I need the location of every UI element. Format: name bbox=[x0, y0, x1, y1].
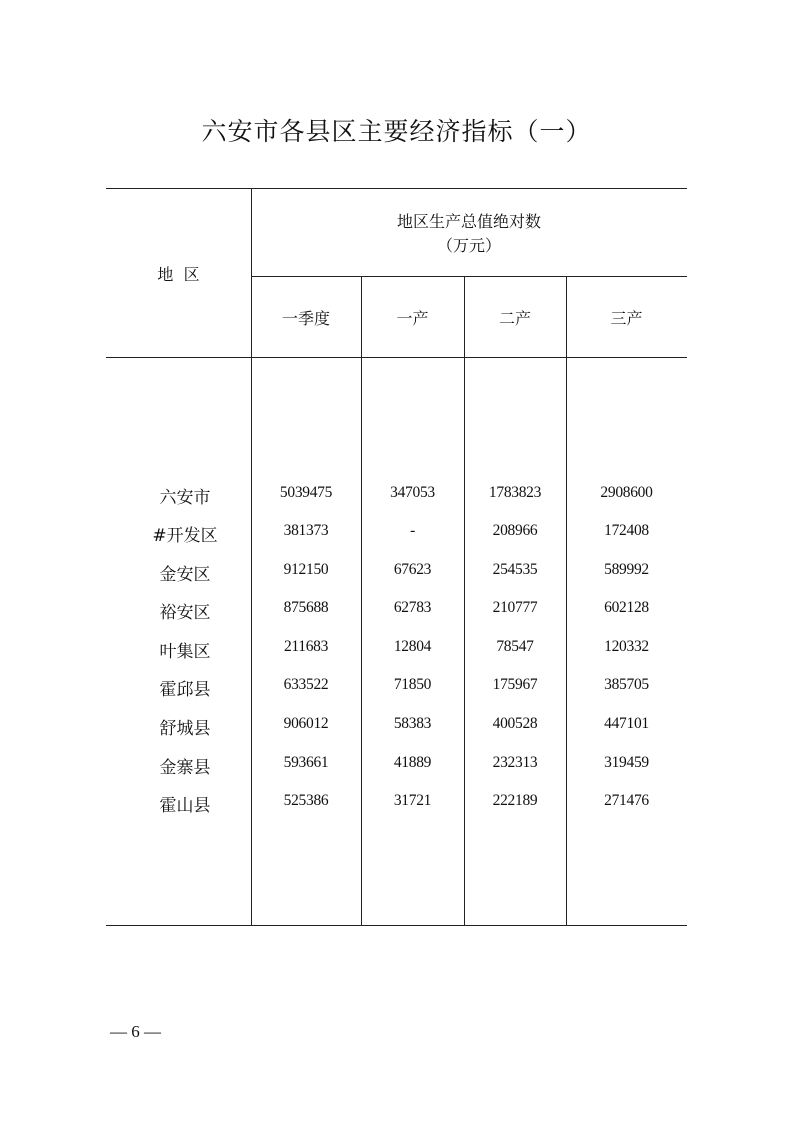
cell-tertiary: 271476 bbox=[604, 792, 649, 809]
column-header-q1: 一季度 bbox=[281, 309, 330, 328]
cell-primary: 31721 bbox=[393, 792, 432, 809]
cell-q1: 593661 bbox=[283, 754, 329, 771]
cell-secondary: 208966 bbox=[492, 522, 538, 539]
cell-primary: 41889 bbox=[393, 754, 432, 771]
cell-q1: 211683 bbox=[283, 638, 329, 655]
region-column-divider bbox=[251, 188, 252, 925]
table-top-rule bbox=[106, 188, 687, 189]
cell-secondary: 222189 bbox=[492, 792, 538, 809]
cell-primary: 62783 bbox=[393, 599, 432, 616]
cell-tertiary: 172408 bbox=[604, 522, 649, 539]
row-region: #开发区 bbox=[152, 526, 218, 546]
cell-secondary: 254535 bbox=[492, 561, 538, 578]
cell-secondary: 400528 bbox=[492, 715, 538, 732]
cell-primary: 71850 bbox=[393, 676, 432, 693]
cell-q1: 5039475 bbox=[279, 484, 333, 501]
cell-q1: 906012 bbox=[283, 715, 329, 732]
cell-q1: 912150 bbox=[283, 561, 329, 578]
cell-tertiary: 319459 bbox=[604, 754, 649, 771]
region-header: 地 区 bbox=[157, 265, 200, 284]
group-unit: （万元） bbox=[436, 236, 501, 255]
cell-primary: 347053 bbox=[390, 484, 435, 501]
cell-tertiary: 602128 bbox=[604, 599, 649, 616]
cell-tertiary: 447101 bbox=[604, 715, 649, 732]
cell-tertiary: 589992 bbox=[604, 561, 649, 578]
cell-secondary: 78547 bbox=[496, 638, 534, 655]
row-region: 裕安区 bbox=[159, 603, 211, 623]
row-region: 六安市 bbox=[159, 488, 211, 508]
table-bottom-rule bbox=[106, 925, 687, 926]
cell-primary: 58383 bbox=[393, 715, 432, 732]
cell-secondary: 210777 bbox=[492, 599, 538, 616]
group-header: 地区生产总值绝对数 bbox=[396, 212, 541, 231]
cell-primary: - bbox=[410, 522, 415, 539]
column-header-secondary: 二产 bbox=[498, 309, 531, 328]
column-header-primary: 一产 bbox=[396, 309, 429, 328]
row-region: 霍邱县 bbox=[159, 680, 211, 700]
page-title: 六安市各县区主要经济指标（一） bbox=[201, 117, 592, 146]
cell-q1: 381373 bbox=[283, 522, 329, 539]
cell-tertiary: 120332 bbox=[604, 638, 649, 655]
row-region: 叶集区 bbox=[159, 642, 211, 662]
cell-tertiary: 385705 bbox=[604, 676, 649, 693]
cell-secondary: 1783823 bbox=[488, 484, 542, 501]
cell-q1: 525386 bbox=[283, 792, 329, 809]
cell-primary: 67623 bbox=[393, 561, 432, 578]
row-region: 金寨县 bbox=[159, 758, 211, 778]
cell-tertiary: 2908600 bbox=[600, 484, 653, 501]
cell-primary: 12804 bbox=[393, 638, 432, 655]
header-bottom-rule bbox=[106, 357, 687, 358]
cell-secondary: 175967 bbox=[492, 676, 538, 693]
row-region: 舒城县 bbox=[159, 719, 211, 739]
cell-secondary: 232313 bbox=[492, 754, 538, 771]
row-region: 霍山县 bbox=[159, 796, 211, 816]
cell-q1: 633522 bbox=[283, 676, 329, 693]
cell-q1: 875688 bbox=[283, 599, 329, 616]
row-region: 金安区 bbox=[159, 565, 211, 585]
column-header-tertiary: 三产 bbox=[610, 309, 643, 328]
group-header-rule bbox=[251, 276, 687, 277]
page-number: — 6 — bbox=[110, 1022, 161, 1041]
